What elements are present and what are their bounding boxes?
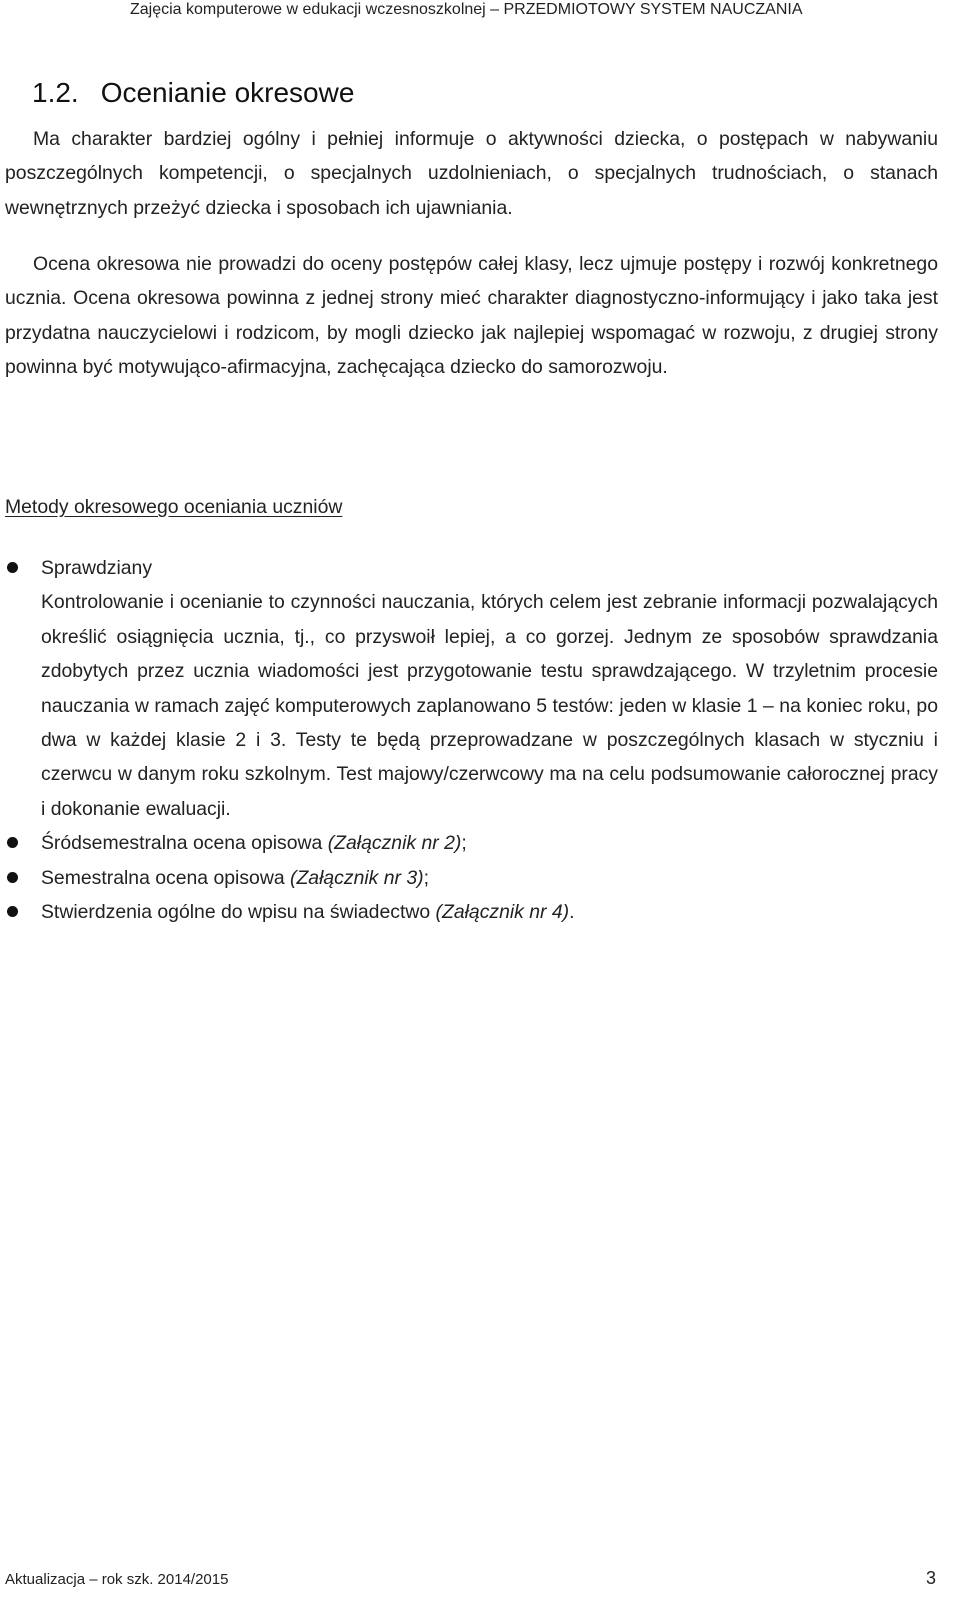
methods-list xyxy=(5,551,938,929)
attachment-reference: (Załącznik nr 2) xyxy=(327,832,462,855)
list-item-title: Stwierdzenia ogólne do wpisu na świadectwo xyxy=(41,901,436,924)
section-number: 1.2. xyxy=(32,76,79,108)
section-title-text: Ocenianie okresowe xyxy=(100,76,355,108)
list-item-punctuation: ; xyxy=(461,832,467,855)
list-item-title: Sprawdziany xyxy=(41,557,153,579)
paragraph-2 xyxy=(5,247,938,385)
list-item-punctuation: ; xyxy=(423,866,430,889)
list-item xyxy=(5,861,938,895)
list-item-title: Semestralna ocena opisowa xyxy=(41,866,290,889)
list-item-punctuation: . xyxy=(569,901,575,924)
bullet-icon xyxy=(7,906,18,917)
list-item xyxy=(5,895,938,929)
list-item-title: Śródsemestralna ocena opisowa xyxy=(41,832,328,855)
list-item xyxy=(5,826,938,860)
section-title xyxy=(32,77,354,109)
paragraph-1 xyxy=(5,122,938,225)
list-item xyxy=(5,551,938,826)
attachment-reference: (Załącznik nr 4) xyxy=(435,901,570,924)
running-header: Zajęcia komputerowe w edukacji wczesnoszkolnej – PRZEDMIOTOWY SYSTEM NAUCZANIA xyxy=(130,1,803,18)
bullet-icon xyxy=(7,872,18,883)
bullet-icon xyxy=(7,837,18,848)
attachment-reference: (Załącznik nr 3) xyxy=(290,866,424,889)
methods-heading: Metody okresowego oceniania uczniów xyxy=(5,496,343,518)
page-number: 3 xyxy=(925,1568,936,1588)
list-item-body: Kontrolowanie i ocenianie to czynności nauczania, których celem jest zebranie informacji pozwalających określić osiągnięcia ucznia, tj., co przyswoił lepiej, a co gorzej. Jednym ze sposobów sprawdzania zdobytych przez ucznia wiadomości jest przygotowanie testu sprawdzającego. W trzyletnim procesie nauczania w ramach zajęć komputerowych zaplanowano 5 testów: jeden w klasie 1 – na koniec roku, po dwa w każdej klasie 2 i 3. Testy te będą przeprowadzane w poszczególnych klasach w styczniu i czerwcu w danym roku szkolnym. Test majowy/czerwcowy ma na celu podsumowanie całorocznej pracy i dokonanie ewaluacji. xyxy=(41,591,938,820)
bullet-icon xyxy=(7,562,18,573)
paragraph-2-text: Ocena okresowa nie prowadzi do oceny postępów całej klasy, lecz ujmuje postępy i rozwój konkretnego ucznia. Ocena okresowa powinna z jednej strony mieć charakter diagnostyczno-informujący i jako taka jest przydatna nauczycielowi i rodzicom, by mogli dziecko jak najlepiej wspomagać w rozwoju, z drugiej strony powinna być motywująco-afirmacyjna, zachęcająca dziecko do samorozwoju. xyxy=(5,253,938,379)
paragraph-1-text: Ma charakter bardziej ogólny i pełniej informuje o aktywności dziecka, o postępach w nabywaniu poszczególnych kompetencji, o specjalnych uzdolnieniach, o specjalnych trudnościach, o stanach wewnętrznych przeżyć dziecka i sposobach ich ujawniania. xyxy=(5,128,938,219)
footer-update-note: Aktualizacja – rok szk. 2014/2015 xyxy=(5,1571,229,1588)
